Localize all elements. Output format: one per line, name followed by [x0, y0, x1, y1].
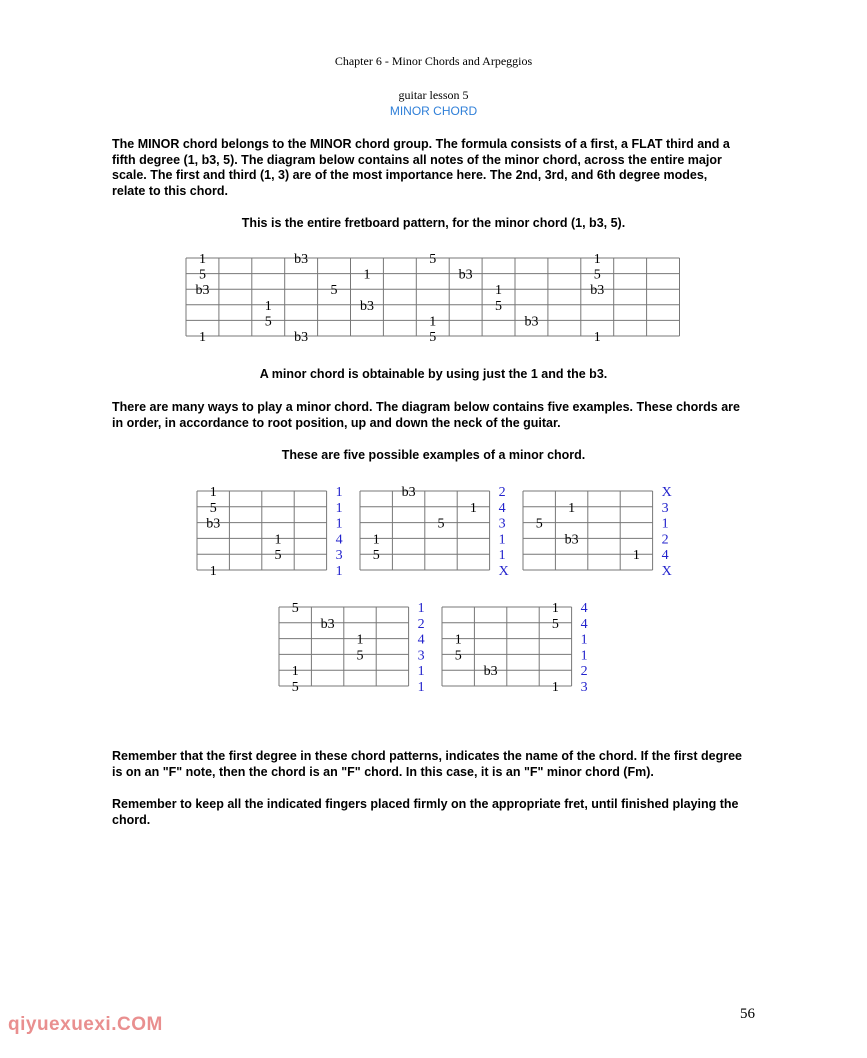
note-label: b3 [401, 485, 416, 500]
note-label: 1 [429, 314, 437, 330]
note-label: 1 [469, 500, 477, 516]
chord-diagram [279, 601, 425, 695]
finger-number: 4 [580, 601, 588, 616]
chord-diagram [442, 601, 588, 695]
note-label: b3 [320, 616, 335, 632]
finger-number: 3 [335, 548, 343, 564]
note-label: b3 [359, 298, 374, 314]
fretboard-caption: This is the entire fretboard pattern, for the minor chord (1, b3, 5). [241, 216, 626, 230]
finger-number: 1 [417, 680, 425, 695]
finger-number: 1 [498, 532, 506, 548]
finger-number: 1 [580, 632, 588, 648]
note-label: 1 [632, 548, 640, 564]
note-label: 5 [291, 601, 299, 616]
finger-number: 1 [580, 648, 588, 664]
finger-number: 1 [417, 601, 425, 616]
finger-number: 4 [580, 616, 588, 632]
note-label: 5 [264, 314, 272, 330]
finger-number: 1 [335, 500, 343, 516]
minor-note-caption: A minor chord is obtainable by using just the 1 and the b3. [259, 367, 608, 381]
first-degree-paragraph: Remember that the first degree in these chord patterns, indicates the name of the chord. If the first degree is on an "F" note, then the chord is an "F" chord. In this case, it is an "F" minor chord (Fm). [112, 749, 742, 779]
note-label: b3 [483, 664, 498, 680]
note-label: 5 [330, 283, 338, 299]
lesson-label: guitar lesson 5 [398, 88, 469, 102]
finger-number: 1 [661, 516, 669, 532]
note-label: b3 [294, 252, 309, 267]
finger-number: 2 [580, 664, 588, 680]
examples-caption: These are five possible examples of a minor chord. [281, 448, 586, 462]
finger-number: 3 [498, 516, 506, 532]
finger-number: 1 [335, 516, 343, 532]
finger-number: 4 [335, 532, 343, 548]
note-label: 1 [551, 680, 559, 695]
note-label: 5 [209, 500, 217, 516]
note-label: b3 [590, 283, 605, 299]
note-label: 5 [356, 648, 364, 664]
fretboard-diagram [186, 252, 680, 345]
note-label: 1 [568, 500, 576, 516]
note-label: 1 [363, 267, 371, 283]
fingers-paragraph: Remember to keep all the indicated fingers placed firmly on the appropriate fret, until finished playing the chord. [112, 797, 739, 827]
finger-number: 2 [417, 616, 425, 632]
note-label: 5 [437, 516, 445, 532]
note-label: 5 [429, 252, 437, 267]
note-label: 5 [198, 267, 206, 283]
note-label: 1 [372, 532, 380, 548]
note-label: b3 [458, 267, 473, 283]
note-label: 5 [274, 548, 282, 564]
finger-number: 4 [417, 632, 425, 648]
finger-number: 4 [498, 500, 506, 516]
note-label: 1 [209, 564, 217, 579]
finger-number: 4 [661, 548, 669, 564]
note-label: b3 [564, 532, 579, 548]
finger-number: X [498, 564, 509, 579]
chapter-header: Chapter 6 - Minor Chords and Arpeggios [334, 54, 533, 68]
examples-paragraph: There are many ways to play a minor chord. The diagram below contains five examples. These chords are in order, in accordance to root position, up and down the neck of the guitar. [112, 400, 740, 430]
note-label: 1 [264, 298, 272, 314]
note-label: 1 [291, 664, 299, 680]
note-label: 5 [551, 616, 559, 632]
note-label: 1 [593, 252, 601, 267]
note-label: 1 [198, 252, 206, 267]
note-label: 1 [209, 485, 217, 500]
note-label: 1 [274, 532, 282, 548]
note-label: 5 [495, 298, 503, 314]
note-label: b3 [294, 330, 309, 345]
note-label: 1 [593, 330, 601, 345]
note-label: b3 [206, 516, 221, 532]
finger-number: 1 [335, 485, 343, 500]
finger-number: 2 [661, 532, 669, 548]
page-number: 56 [740, 1006, 755, 1022]
finger-number: 3 [661, 500, 669, 516]
note-label: 1 [356, 632, 364, 648]
note-label: 5 [593, 267, 601, 283]
note-label: 5 [429, 330, 437, 345]
chord-diagram [523, 485, 672, 579]
note-label: 5 [535, 516, 543, 532]
note-label: 1 [551, 601, 559, 616]
note-label: 5 [291, 680, 299, 695]
finger-number: 1 [335, 564, 343, 579]
note-label: b3 [195, 283, 210, 299]
finger-number: 3 [580, 680, 588, 695]
finger-number: 1 [417, 664, 425, 680]
note-label: 1 [198, 330, 206, 345]
lesson-title: MINOR CHORD [389, 104, 478, 118]
chord-diagram [360, 485, 509, 579]
watermark: qiyuexuexi.COM [8, 1014, 163, 1035]
finger-number: X [661, 485, 672, 500]
chord-diagram [197, 485, 343, 579]
note-label: 1 [454, 632, 462, 648]
intro-paragraph: The MINOR chord belongs to the MINOR chord group. The formula consists of a first, a FLAT third and a fifth degree (1, b3, 5). The diagram below contains all notes of the minor chord, across the entire major scale. The first and third (1, 3) are of the most importance here. The 2nd, 3rd, and 6th degree modes, relate to this chord. [112, 137, 730, 198]
finger-number: 1 [498, 548, 506, 564]
note-label: b3 [524, 314, 539, 330]
finger-number: 2 [498, 485, 506, 500]
note-label: 5 [372, 548, 380, 564]
note-label: 1 [495, 283, 503, 299]
finger-number: 3 [417, 648, 425, 664]
note-label: 5 [454, 648, 462, 664]
finger-number: X [661, 564, 672, 579]
